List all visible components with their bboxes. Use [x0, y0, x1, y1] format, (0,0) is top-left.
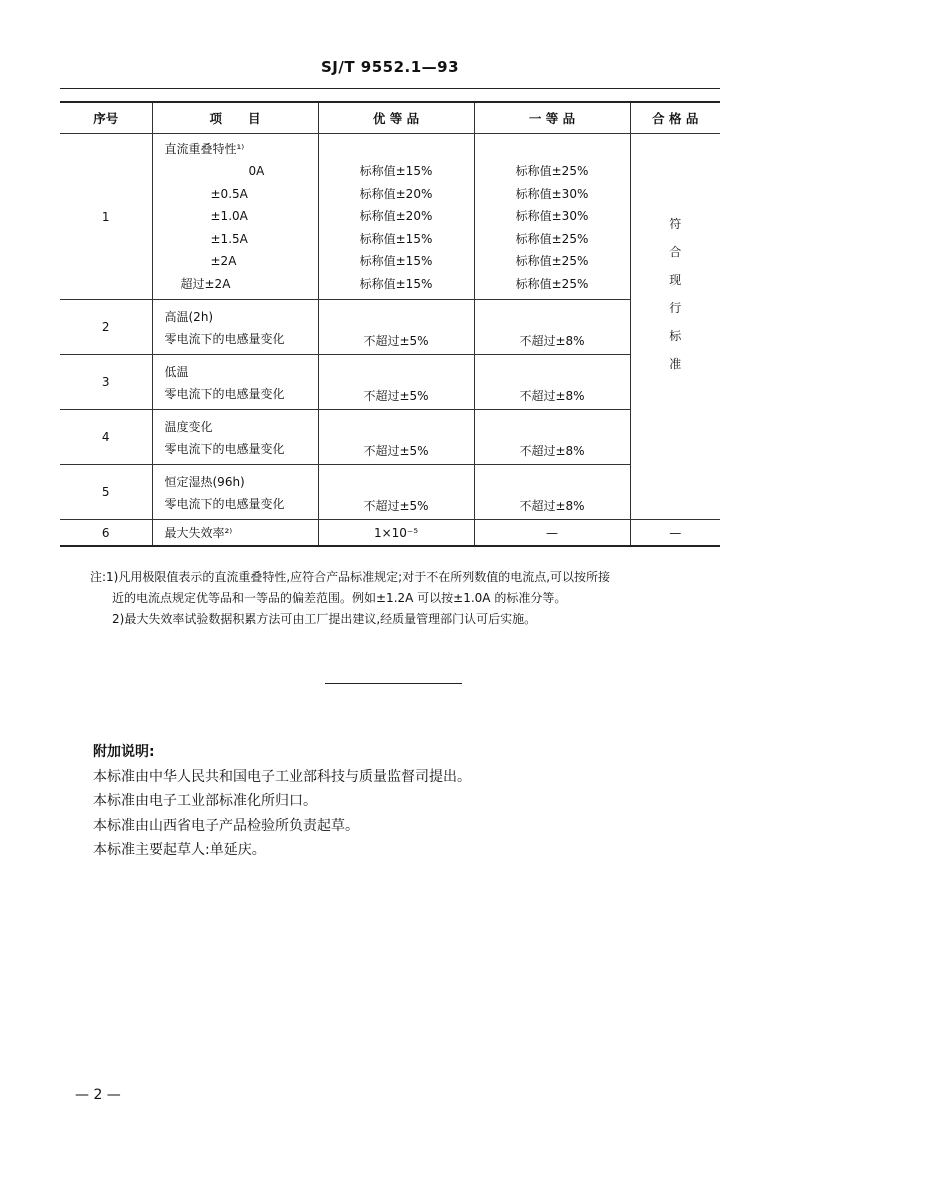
- header-rule: [60, 88, 720, 89]
- note-2: 2)最大失效率试验数据积累方法可由工厂提出建议,经质量管理部门认可后实施。: [112, 612, 537, 626]
- row1-first-2: 标称值±30%: [515, 186, 589, 201]
- row5-item: [152, 465, 318, 520]
- row1-no: 1: [60, 134, 152, 300]
- row2-line1: 高温(2h): [164, 310, 214, 324]
- page-number: — 2 —: [75, 1087, 121, 1103]
- qualified-char-5: 准: [669, 357, 682, 371]
- row1-excellent-4: 标称值±15%: [359, 231, 433, 246]
- appendix: [93, 740, 471, 863]
- row1-first: [474, 134, 630, 300]
- row1-items: [152, 134, 318, 300]
- row3-item: [152, 355, 318, 410]
- row1-item-4: ±1.5A: [210, 231, 248, 246]
- row3-first: 不超过±8%: [474, 355, 630, 410]
- row4-excellent: 不超过±5%: [318, 410, 474, 465]
- row3-no: 3: [60, 355, 152, 410]
- row4-no: 4: [60, 410, 152, 465]
- appendix-title: 附加说明:: [93, 744, 155, 760]
- row1-excellent-1: 标称值±15%: [359, 164, 433, 179]
- row2-line2: 零电流下的电感量变化: [164, 332, 285, 346]
- note-1-line1: 注:1)凡用极限值表示的直流重叠特性,应符合产品标准规定;对于不在所列数值的电流点,可以按所接: [90, 570, 611, 584]
- row1-first-3: 标称值±30%: [515, 209, 589, 224]
- spec-table: [60, 101, 720, 547]
- appendix-line: 本标准由山西省电子产品检验所负责起草。: [93, 817, 359, 834]
- header-excellent: 优 等 品: [318, 102, 474, 134]
- row1-first-1: 标称值±25%: [515, 164, 589, 179]
- row4-first: 不超过±8%: [474, 410, 630, 465]
- separator-rule: [325, 683, 462, 684]
- row5-line2: 零电流下的电感量变化: [164, 497, 285, 511]
- table-row: [60, 520, 720, 547]
- row1-excellent-0: [319, 138, 474, 161]
- header-qualified: 合 格 品: [630, 102, 720, 134]
- row1-excellent-3: 标称值±20%: [359, 209, 433, 224]
- row1-item-6: 超过±2A: [180, 276, 231, 291]
- row6-no: 6: [60, 520, 152, 547]
- row4-line1: 温度变化: [164, 420, 213, 434]
- row1-first-0: [475, 138, 630, 161]
- appendix-line: 本标准主要起草人:单延庆。: [93, 842, 266, 858]
- header-first: 一 等 品: [474, 102, 630, 134]
- row3-line2: 零电流下的电感量变化: [164, 387, 285, 401]
- row2-first: 不超过±8%: [474, 300, 630, 355]
- row2-no: 2: [60, 300, 152, 355]
- table-row: [60, 134, 720, 300]
- qualified-char-4: 标: [669, 329, 682, 343]
- row5-excellent: 不超过±5%: [318, 465, 474, 520]
- qualified-char-1: 合: [669, 245, 682, 259]
- row5-first: 不超过±8%: [474, 465, 630, 520]
- row3-line1: 低温: [164, 365, 189, 379]
- row1-item-0: 直流重叠特性¹⁾: [164, 141, 245, 156]
- row6-first: —: [474, 520, 630, 547]
- row2-excellent: 不超过±5%: [318, 300, 474, 355]
- row5-no: 5: [60, 465, 152, 520]
- row6-qualified: —: [630, 520, 720, 547]
- row1-excellent: [318, 134, 474, 300]
- row1-item-5: ±2A: [210, 254, 237, 269]
- row1-first-6: 标称值±25%: [515, 276, 589, 291]
- qualified-merged: [630, 134, 720, 520]
- row3-excellent: 不超过±5%: [318, 355, 474, 410]
- qualified-char-0: 符: [669, 217, 682, 231]
- table-row: [60, 410, 720, 465]
- row1-item-3: ±1.0A: [210, 209, 248, 224]
- row1-first-4: 标称值±25%: [515, 231, 589, 246]
- row6-item: 最大失效率²⁾: [152, 520, 318, 547]
- row6-excellent: 1×10⁻⁵: [318, 520, 474, 547]
- appendix-line: 本标准由电子工业部标准化所归口。: [93, 793, 317, 809]
- standard-code: SJ/T 9552.1—93: [320, 58, 460, 76]
- row1-item-2: ±0.5A: [210, 186, 248, 201]
- table-header-row: [60, 102, 720, 134]
- table-notes: [90, 567, 730, 630]
- appendix-line: 本标准由中华人民共和国电子工业部科技与质量监督司提出。: [93, 768, 471, 785]
- row1-excellent-6: 标称值±15%: [359, 276, 433, 291]
- qualified-char-2: 现: [669, 273, 682, 287]
- row1-item-1: 0A: [248, 164, 265, 179]
- qualified-char-3: 行: [669, 301, 682, 315]
- header-no: 序号: [60, 102, 152, 134]
- row4-item: [152, 410, 318, 465]
- row1-excellent-2: 标称值±20%: [359, 186, 433, 201]
- row2-item: [152, 300, 318, 355]
- row1-first-5: 标称值±25%: [515, 254, 589, 269]
- table-row: [60, 355, 720, 410]
- table-row: [60, 465, 720, 520]
- header-item: 项 目: [152, 102, 318, 134]
- table-row: [60, 300, 720, 355]
- row4-line2: 零电流下的电感量变化: [164, 442, 285, 456]
- note-1-line2: 近的电流点规定优等品和一等品的偏差范围。例如±1.2A 可以按±1.0A 的标准分等。: [112, 591, 567, 605]
- row5-line1: 恒定湿热(96h): [164, 475, 245, 489]
- row1-excellent-5: 标称值±15%: [359, 254, 433, 269]
